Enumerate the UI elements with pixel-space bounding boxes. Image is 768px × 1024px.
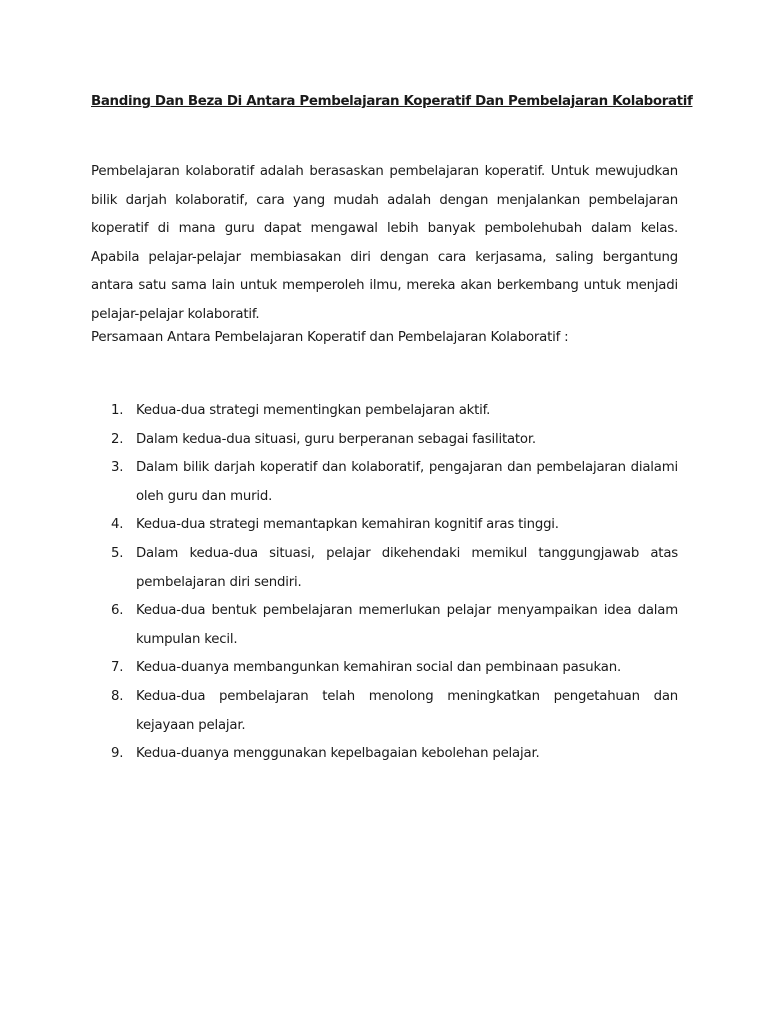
list-item-text: Kedua-dua bentuk pembelajaran memerlukan pelajar menyampaikan idea dalam kumpulan kecil. [136,603,678,647]
list-item-text: Kedua-dua strategi memantapkan kemahiran kognitif aras tinggi. [136,517,559,533]
document-title: Banding Dan Beza Di Antara Pembelajaran Koperatif Dan Pembelajaran Kolaboratif [91,94,693,109]
list-item-number: 1. [111,403,124,418]
list-item-text: Kedua-duanya membangunkan kemahiran social dan pembinaan pasukan. [136,660,621,676]
list-item [91,397,678,426]
list-item [91,654,678,683]
list-item [91,426,678,455]
list-item-text: Dalam kedua-dua situasi, guru berperanan sebagai fasilitator. [136,431,536,447]
list-item-number: 8. [111,688,124,704]
list-item-number: 7. [111,660,124,676]
list-item-number: 2. [111,431,124,447]
list-item-text: Dalam bilik darjah koperatif dan kolaboratif, pengajaran dan pembelajaran dialami oleh guru dan murid. [136,460,678,504]
intro-paragraph: Pembelajaran kolaboratif adalah berasaskan pembelajaran koperatif. Untuk mewujudkan bilik darjah kolaboratif, cara yang mudah adalah dengan menjalankan pembelajaran koperatif di mana guru dapat mengawal lebih banyak pembolehubah dalam kelas. Apabila pelajar-pelajar membiasakan diri dengan cara kerjasama, saling bergantung antara satu sama lain untuk memperoleh ilmu, mereka akan berkembang untuk menjadi pelajar-pelajar kolaboratif. [91,164,678,322]
list-item-text: Dalam kedua-dua situasi, pelajar dikehendaki memikul tanggungjawab atas pembelajaran diri sendiri. [136,545,678,590]
list-item-number: 9. [111,746,124,762]
list-item-number: 3. [111,460,124,476]
similarities-heading: Persamaan Antara Pembelajaran Koperatif dan Pembelajaran Kolaboratif : [91,330,569,345]
list-item-text: Kedua-dua pembelajaran telah menolong meningkatkan pengetahuan dan kejayaan pelajar. [136,688,678,733]
similarities-list [91,397,678,769]
list-item-text: Kedua-dua strategi mementingkan pembelajaran aktif. [136,403,491,418]
list-item-number: 4. [111,517,124,533]
list-item [91,540,678,597]
list-item-number: 5. [111,545,124,561]
list-item-text: Kedua-duanya menggunakan kepelbagaian kebolehan pelajar. [136,746,540,762]
list-item-number: 6. [111,603,124,619]
list-item [91,740,678,769]
list-item [91,454,678,511]
list-item [91,511,678,540]
list-item [91,597,678,654]
list-item [91,683,678,740]
